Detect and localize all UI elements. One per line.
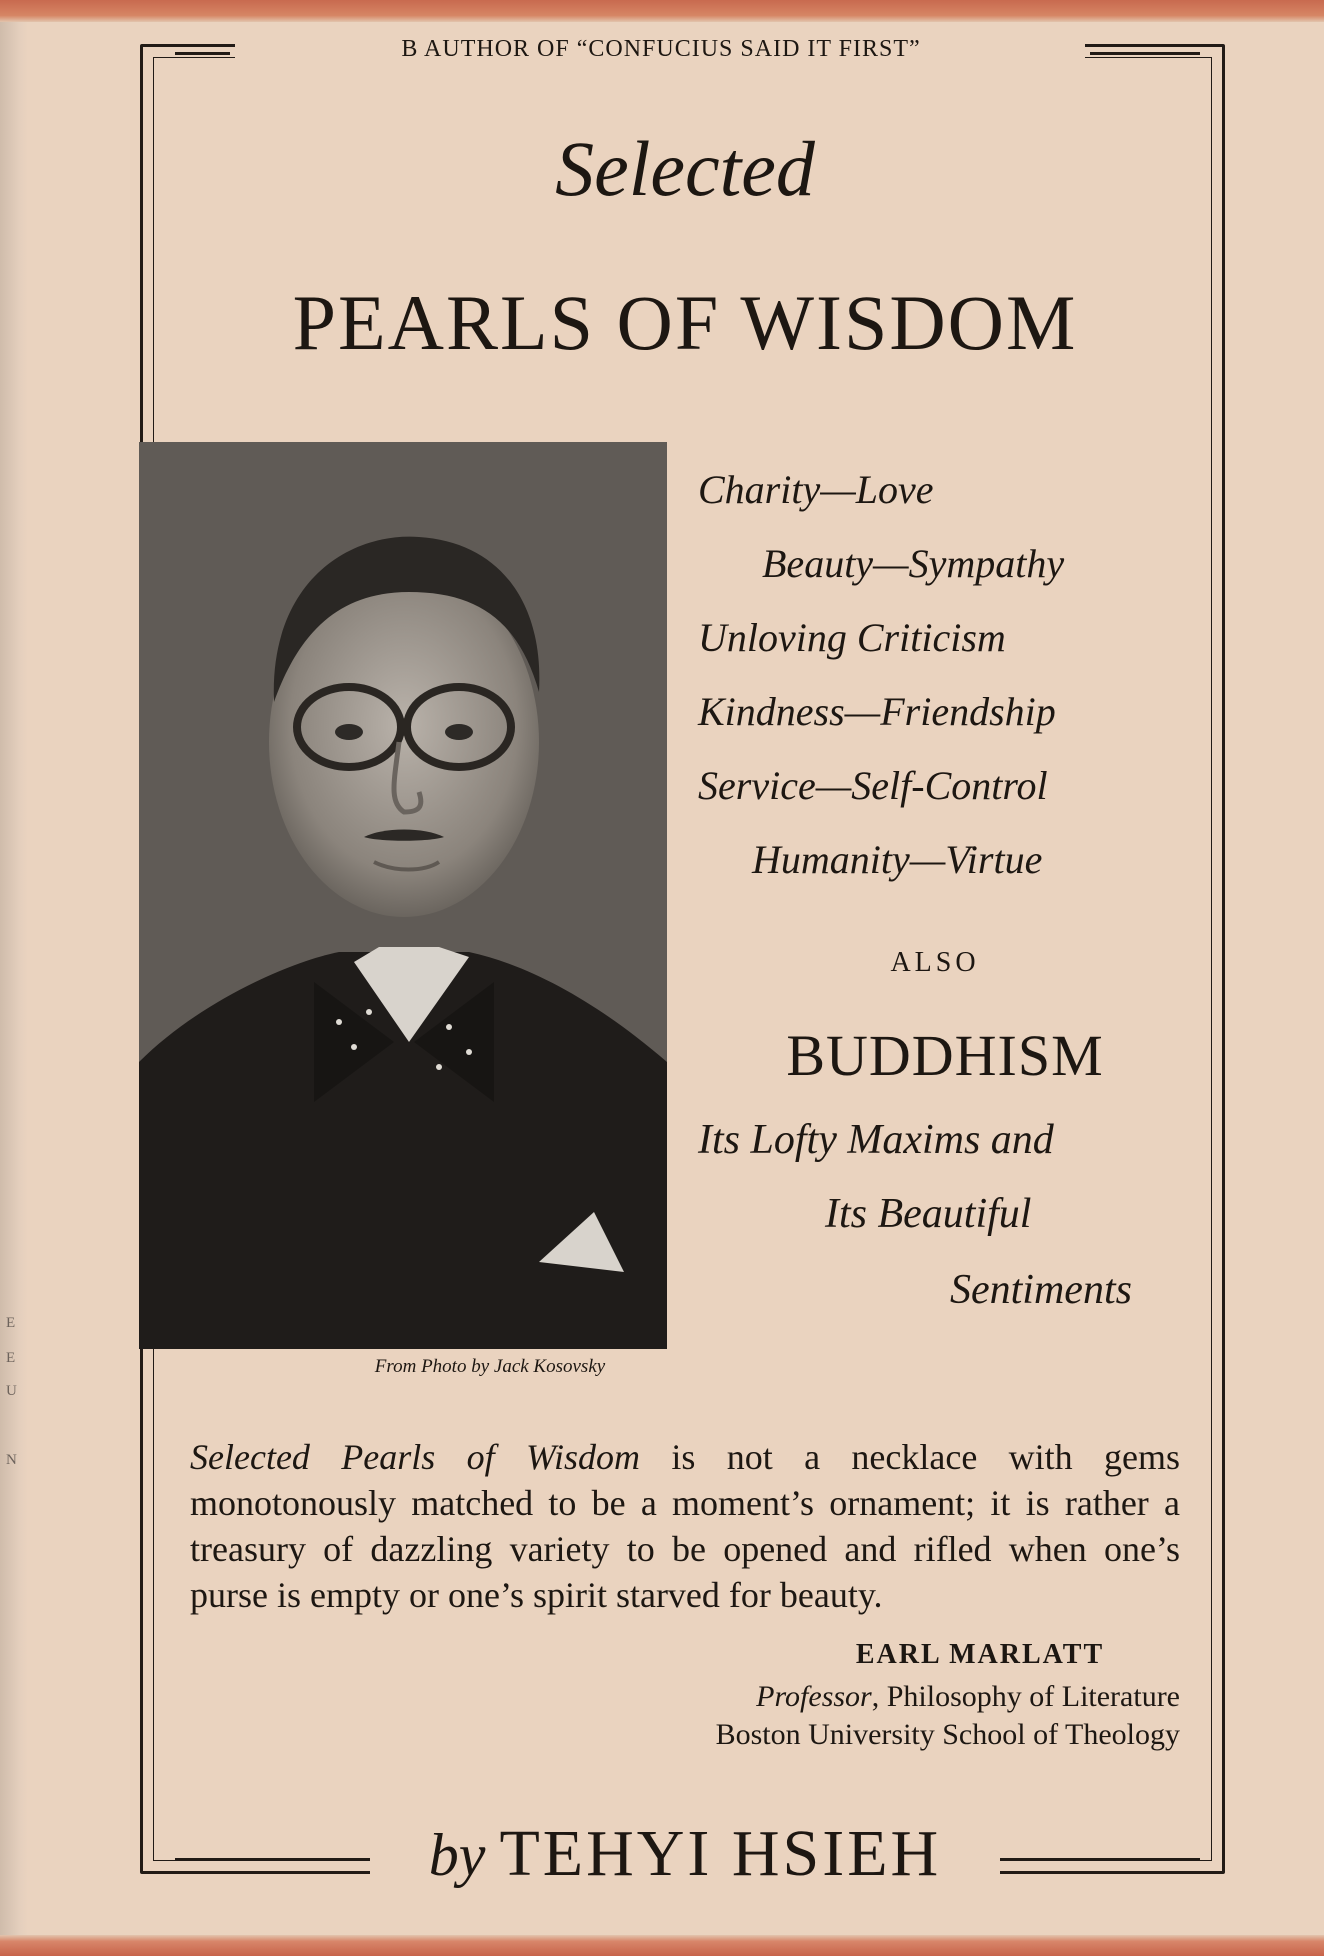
virtue-line: Service—Self-Control: [698, 763, 1048, 808]
virtue-line: Unloving Criticism: [698, 615, 1006, 660]
title-pearls-of-wisdom: PEARLS OF WISDOM: [292, 279, 1078, 366]
buddhism-subtitle-line: Its Beautiful: [825, 1191, 1032, 1237]
cloth-edge-top: [0, 0, 1324, 22]
also-label: ALSO: [890, 947, 980, 978]
buddhism-subtitle-line: Its Lofty Maxims and: [698, 1117, 1054, 1163]
buddhism-subtitle-line: Sentiments: [950, 1267, 1132, 1313]
byline-author-name: TEHYI HSIEH: [499, 1817, 942, 1890]
virtue-line: Charity—Love: [698, 467, 934, 512]
virtue-line: Kindness—Friendship: [698, 689, 1056, 734]
attribution-title: [555, 1680, 1180, 1714]
byline-by: by: [428, 1822, 486, 1888]
attribution-field: , Philosophy of Literature: [871, 1680, 1180, 1713]
cloth-edge-bottom: [0, 1935, 1324, 1956]
virtue-line: Humanity—Virtue: [752, 837, 1043, 882]
frame-dash: [175, 1858, 370, 1861]
attribution-name: EARL MARLATT: [855, 1639, 1105, 1670]
frame-dash: [1000, 1858, 1200, 1861]
quote-text: is not a necklace with gems monotonously matched to be a moment’s ornament; it is rather a treasury of dazzling variety to be opened and rifled when one’s purse is empty or one’s spirit starved for beauty.: [190, 1437, 1180, 1615]
author-of-line: B AUTHOR OF “CONFUCIUS SAID IT FIRST”: [401, 36, 921, 62]
quote-book-title: Selected Pearls of Wisdom: [190, 1437, 640, 1477]
virtue-line: Beauty—Sympathy: [762, 541, 1065, 586]
portrait-illustration: [139, 442, 667, 1349]
frame-dash: [1090, 52, 1200, 55]
author-portrait-photo: [139, 442, 667, 1349]
frame-dash: [175, 52, 230, 55]
review-quote: [190, 1434, 1180, 1618]
photo-credit-caption: From Photo by Jack Kosovsky: [374, 1356, 606, 1377]
title-selected: Selected: [555, 125, 815, 212]
spine-letter: E: [6, 1350, 17, 1366]
author-byline: [370, 1816, 1000, 1892]
buddhism-heading: BUDDHISM: [786, 1023, 1104, 1088]
spine-letter: U: [6, 1383, 18, 1399]
attribution-role: Professor: [756, 1680, 872, 1713]
spine-letter: E: [6, 1315, 17, 1331]
spine-strip: [0, 0, 28, 1956]
spine-letter: N: [6, 1452, 18, 1468]
attribution-institution: Boston University School of Theology: [715, 1718, 1180, 1751]
